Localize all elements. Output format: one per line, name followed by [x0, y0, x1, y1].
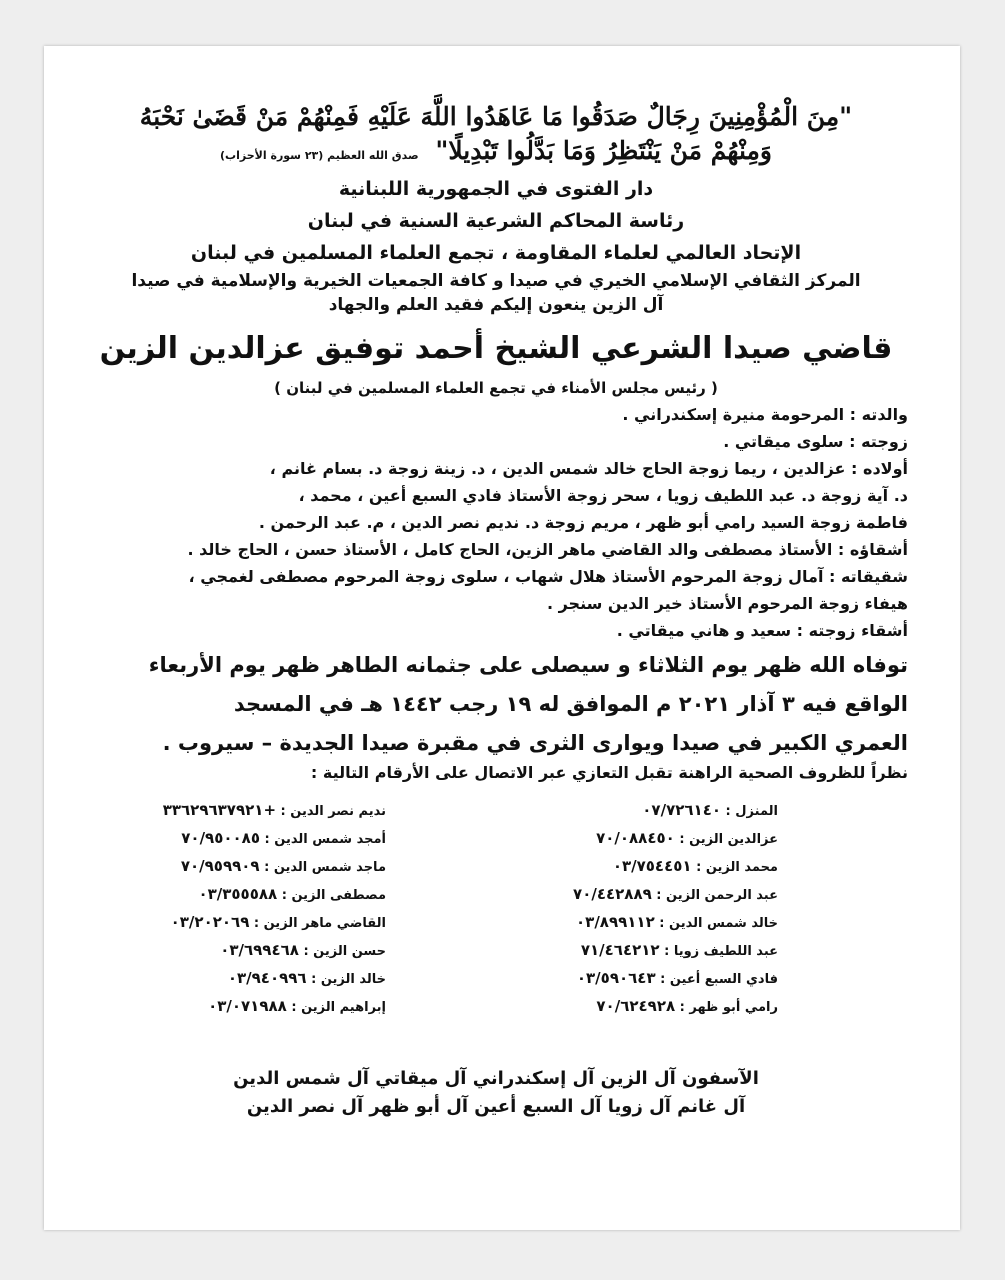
- quran-verse-line-2: [84, 134, 908, 173]
- phones-right-column: [496, 797, 908, 1021]
- phone-entry: [84, 881, 386, 909]
- mourners-line-2: آل غانم آل زويا آل السبع أعين آل أبو ظهر آل نصر الدين: [246, 1096, 746, 1117]
- phone-entry: [496, 993, 778, 1021]
- phone-number: ٧٠/٩٥٩٩٠٩: [180, 857, 260, 875]
- phone-name: عبد الرحمن الزين :: [651, 888, 778, 903]
- phones-left-column: [84, 797, 496, 1021]
- header-cultural-center: المركز الثقافي الإسلامي الخيري في صيدا و كافة الجمعيات الخيرية والإسلامية في صيدا: [131, 271, 861, 291]
- family-brothers: أشقاؤه : الأستاذ مصطفى والد القاضي ماهر الزين، الحاج كامل ، الأستاذ حسن ، الحاج خالد .: [187, 540, 908, 559]
- phone-directory: [84, 797, 908, 1021]
- phone-number: ٠٣/٥٩٠٦٤٣: [576, 969, 656, 987]
- phone-name: خالد الزين :: [306, 972, 386, 987]
- family-wife: زوجته : سلوى ميقاتي .: [723, 432, 908, 451]
- quran-verse-text: وَمِنْهُمْ مَنْ يَنْتَظِرُ وَمَا بَدَّلُوا تَبْدِيلًا": [435, 136, 772, 165]
- phone-name: خالد شمس الدين :: [654, 916, 778, 931]
- phone-number: ٠٣/٠٧١٩٨٨: [208, 997, 287, 1015]
- funeral-announcement: [84, 648, 908, 761]
- phone-name: عبد اللطيف زويا :: [659, 944, 778, 959]
- header-family-announcement: آل الزين ينعون إليكم فقيد العلم والجهاد: [328, 295, 664, 315]
- family-sisters-2: هيفاء زوجة المرحوم الأستاذ خير الدين سنجر .: [546, 594, 908, 613]
- mourners-line-1: الآسفون آل الزين آل إسكندراني آل ميقاتي آل شمس الدين: [233, 1068, 759, 1089]
- phone-name: إبراهيم الزين :: [286, 1000, 386, 1015]
- mourners-families: [84, 1065, 908, 1121]
- header-dar-al-fatwa: دار الفتوى في الجمهورية اللبنانية: [338, 178, 654, 200]
- phone-entry: [84, 993, 386, 1021]
- phone-entry: [84, 909, 386, 937]
- phone-entry: [496, 937, 778, 965]
- phone-entry: [84, 853, 386, 881]
- phone-number: ٧٠/٩٥٠٠٨٥: [181, 829, 260, 847]
- family-list: [84, 401, 908, 644]
- verse-source: صدق الله العظيم (٢٣ سورة الأحزاب): [220, 149, 419, 162]
- phone-number: ٠٣/٢٠٢٠٦٩: [170, 913, 250, 931]
- family-mother: والدته : المرحومة منيرة إسكندراني .: [622, 405, 908, 424]
- phone-number: ٠٣/٧٥٤٤٥١: [612, 857, 692, 875]
- family-children-2: د. آية زوجة د. عبد اللطيف زويا ، سحر زوجة الأستاذ فادي السبع أعين ، محمد ،: [298, 486, 908, 505]
- phone-number: ٠٧/٧٢٦١٤٠: [642, 801, 722, 819]
- phone-entry: [496, 825, 778, 853]
- phone-number: +٣٣٦٢٩٦٣٧٩٢١: [162, 801, 277, 819]
- header-sharia-courts: رئاسة المحاكم الشرعية السنية في لبنان: [307, 210, 685, 232]
- phone-name: فادي السبع أعين :: [655, 972, 778, 987]
- phone-entry: [496, 909, 778, 937]
- phone-name: نديم نصر الدين :: [276, 804, 386, 819]
- family-children-1: أولاده : عزالدين ، ريما زوجة الحاج خالد شمس الدين ، د. زينة زوجة د. بسام غانم ،: [269, 459, 908, 478]
- phone-entry: [84, 937, 386, 965]
- phone-name: عزالدين الزين :: [674, 832, 778, 847]
- announcement-line-2: الواقع فيه ٣ آذار ٢٠٢١ م الموافق له ١٩ رجب ١٤٤٢ هـ في المسجد: [233, 692, 908, 716]
- family-sisters-1: شقيقاته : آمال زوجة المرحوم الأستاذ هلال شهاب ، سلوى زوجة المرحوم مصطفى لغمجي ،: [188, 567, 908, 586]
- quran-verse-line-1: "مِنَ الْمُؤْمِنِينَ رِجَالٌ صَدَقُوا مَا عَاهَدُوا اللَّهَ عَلَيْهِ فَمِنْهُمْ مَنْ قَضَىٰ نَحْبَهُ: [139, 102, 853, 131]
- phone-name: القاضي ماهر الزين :: [249, 916, 386, 931]
- phone-entry: [496, 965, 778, 993]
- phone-number: ٧١/٤٦٤٢١٢: [580, 941, 660, 959]
- phone-name: مصطفى الزين :: [277, 888, 386, 903]
- deceased-name: قاضي صيدا الشرعي الشيخ أحمد توفيق عزالدين الزين: [99, 331, 893, 366]
- announcement-line-1: توفاه الله ظهر يوم الثلاثاء و سيصلى على جثمانه الطاهر ظهر يوم الأربعاء: [148, 653, 908, 677]
- phone-name: محمد الزين :: [691, 860, 778, 875]
- family-wife-brothers: أشقاء زوجته : سعيد و هاني ميقاتي .: [616, 621, 908, 640]
- phone-number: ٠٣/٩٤٠٩٩٦: [227, 969, 307, 987]
- condolence-note: نظراً للظروف الصحية الراهنة تقبل التعازي عبر الاتصال على الأرقام التالية :: [310, 763, 908, 782]
- family-children-3: فاطمة زوجة السيد رامي أبو ظهر ، مريم زوجة د. نديم نصر الدين ، م. عبد الرحمن .: [258, 513, 908, 532]
- phone-entry: [496, 797, 778, 825]
- phone-entry: [496, 853, 778, 881]
- phone-name: ماجد شمس الدين :: [259, 860, 386, 875]
- phone-number: ٠٣/٣٥٥٥٨٨: [198, 885, 278, 903]
- phone-name: رامي أبو ظهر :: [675, 1000, 778, 1015]
- phone-name: حسن الزين :: [298, 944, 386, 959]
- header-scholars-union: الإتحاد العالمي لعلماء المقاومة ، تجمع العلماء المسلمين في لبنان: [190, 242, 802, 264]
- deceased-title: ( رئيس مجلس الأمناء في تجمع العلماء المسلمين في لبنان ): [274, 379, 718, 397]
- phone-number: ٧٠/٦٢٤٩٢٨: [596, 997, 676, 1015]
- phone-number: ٧٠/٠٨٨٤٥٠: [596, 829, 675, 847]
- phone-number: ٠٣/٦٩٩٤٦٨: [220, 941, 299, 959]
- phone-entry: [84, 965, 386, 993]
- announcement-line-3: العمري الكبير في صيدا ويوارى الثرى في مقبرة صيدا الجديدة – سيروب .: [162, 731, 908, 755]
- phone-number: ٠٣/٨٩٩١١٢: [576, 913, 655, 931]
- phone-name: أمجد شمس الدين :: [260, 832, 386, 847]
- obituary-sheet: [44, 46, 960, 1230]
- phone-number: ٧٠/٤٤٢٨٨٩: [573, 885, 652, 903]
- phone-entry: [84, 825, 386, 853]
- obituary-content: [84, 100, 908, 1121]
- phone-entry: [496, 881, 778, 909]
- phone-entry: [84, 797, 386, 825]
- phone-name: المنزل :: [721, 804, 778, 819]
